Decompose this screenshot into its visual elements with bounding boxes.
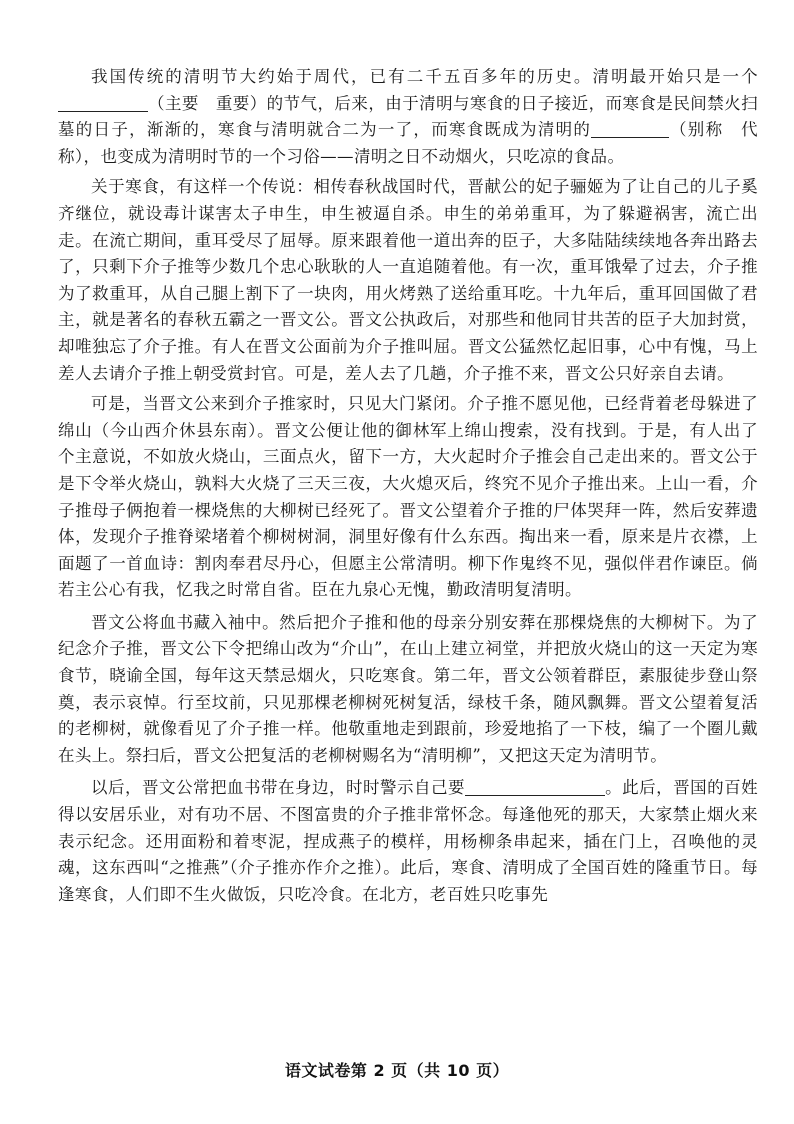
answer-blank-3[interactable]	[465, 779, 605, 797]
paragraph-1-text-after: （别称 代称），也变成为清明时节的一个习俗——清明之日不动烟火，只吃凉的食品。	[58, 120, 759, 166]
paragraph-5	[58, 775, 758, 908]
page-footer: 语文试卷第 2 页（共 10 页）	[284, 1061, 510, 1080]
paragraph-4: 晋文公将血书藏入袖中。然后把介子推和他的母亲分别安葬在那棵烧焦的大柳树下。为了纪念介子推，晋文公下令把绵山改为“介山”，在山上建立祠堂，并把放火烧山的这一天定为寒食节，晓谕全国，每年这天禁忌烟火，只吃寒食。第二年，晋文公领着群臣，素服徒步登山祭奠，表示哀悼。行至坟前，只见那棵老柳树死树复活，绿枝千条，随风飘舞。晋文公望着复活的老柳树，就像看见了介子推一样。他敬重地走到跟前，珍爱地掐了一下枝，编了一个圈儿戴在头上。祭扫后，晋文公把复活的老柳树赐名为“清明柳”，又把这天定为清明节。	[58, 612, 758, 765]
answer-blank-1[interactable]	[58, 94, 148, 112]
paragraph-5-text-before: 以后，晋文公常把血书带在身边，时时警示自己要	[91, 778, 465, 798]
paragraph-3: 可是，当晋文公来到介子推家时，只见大门紧闭。介子推不愿见他，已经背着老母躲进了绵山（今山西介休县东南）。晋文公便让他的御林军上绵山搜索，没有找到。于是，有人出了个主意说，不如放火烧山，三面点火，留下一方，大火起时介子推会自己走出来的。晋文公于是下令举火烧山，孰料大火烧了三天三夜，大火熄灭后，终究不见介子推出来。上山一看，介子推母子俩抱着一棵烧焦的大柳树已经死了。晋文公望着介子推的尸体哭拜一阵，然后安葬遗体，发现介子推脊梁堵着个柳树树洞，洞里好像有什么东西。掏出来一看，原来是片衣襟，上面题了一首血诗：割肉奉君尽丹心，但愿主公常清明。柳下作鬼终不见，强似伴君作谏臣。倘若主公心有我，忆我之时常自省。臣在九泉心无愧，勤政清明复清明。	[58, 394, 758, 600]
paragraph-5-text-after: 。此后，晋国的百姓得以安居乐业，对有功不居、不图富贵的介子推非常怀念。每逢他死的那天，大家禁止烟火来表示纪念。还用面粉和着枣泥，捏成燕子的模样，用杨柳条串起来，插在门上，召唤他的灵魂，这东西叫“之推燕”（介子推亦作介之推）。此后，寒食、清明成了全国百姓的隆重节日。每逢寒食，人们即不生火做饭，只吃冷食。在北方，老百姓只吃事先	[58, 778, 758, 904]
paragraph-1-text-mid: （主要 重要）的节气，后来，由于清明与寒食的日子接近，而寒食是民间禁火扫墓的日子，渐渐的，寒食与清明就合二为一了，而寒食既成为清明的	[58, 93, 758, 140]
paragraph-2: 关于寒食，有这样一个传说：相传春秋战国时代，晋献公的妃子骊姬为了让自己的儿子奚齐继位，就设毒计谋害太子申生，申生被逼自杀。申生的弟弟重耳，为了躲避祸害，流亡出走。在流亡期间，重耳受尽了屈辱。原来跟着他一道出奔的臣子，大多陆陆续续地各奔出路去了，只剩下介子推等少数几个忠心耿耿的人一直追随着他。有一次，重耳饿晕了过去，介子推为了救重耳，从自己腿上割下了一块肉，用火烤熟了送给重耳吃。十九年后，重耳回国做了君主，就是著名的春秋五霸之一晋文公。晋文公执政后，对那些和他同甘共苦的臣子大加封赏，却唯独忘了介子推。有人在晋文公面前为介子推叫屈。晋文公猛然忆起旧事，心中有愧，马上差人去请介子推上朝受赏封官。可是，差人去了几趟，介子推不来，晋文公只好亲自去请。	[58, 177, 758, 383]
paragraph-1	[58, 64, 758, 170]
reading-passage	[58, 64, 758, 908]
paragraph-1-text-before: 我国传统的清明节大约始于周代，已有二千五百多年的历史。清明最开始只是一个	[91, 67, 758, 86]
answer-blank-2[interactable]	[591, 121, 669, 139]
